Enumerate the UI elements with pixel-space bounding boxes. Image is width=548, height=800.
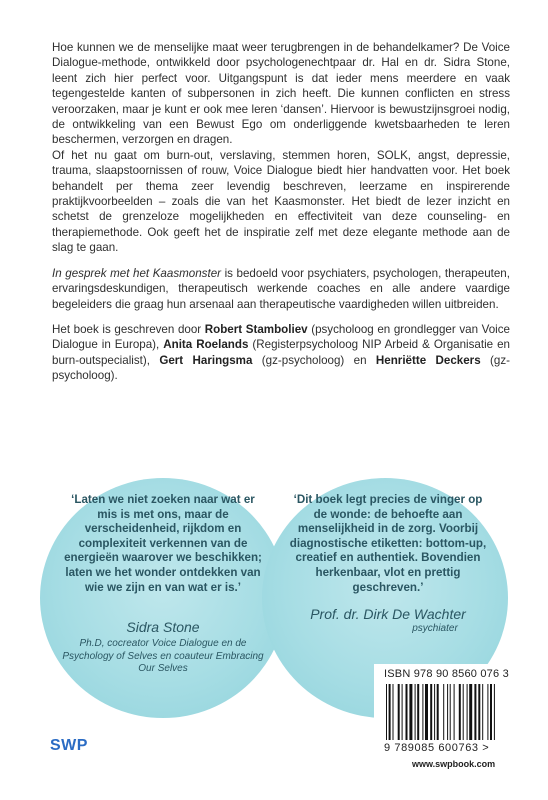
authors-paragraph <box>52 322 510 384</box>
author-desc: (gz-psycholoog). <box>52 353 510 383</box>
author-desc: (psycholoog en grondlegger van Voice Dialogue in Europa), <box>52 322 510 352</box>
quote-left-role: Ph.D, cocreator Voice Dialogue en de Psychology of Selves en coauteur Embracing Our Selves <box>62 638 264 674</box>
back-cover-description <box>52 40 510 384</box>
author-name: Gert Haringsma <box>159 353 253 367</box>
quote-left-text: ‘Laten we niet zoeken naar wat er mis is met ons, maar de verscheidenheid, rijkdom en complexiteit verkennen van de energieën waarover we beschikken; laten we het wonder ontdekken van wie we zijn en van wat er is.’ <box>64 493 262 594</box>
description-paragraph-1: Hoe kunnen we de menselijke maat weer terugbrengen in de behandelkamer? De Voice Dialogue-methode, ontwikkeld door psychologenechtpaar dr. Hal en dr. Sidra Stone, leent zich hier perfect voor. Uitgangspunt is dat ieder mens meerdere en vaak tegengestelde kanten of subpersonen in zich heeft. Die kunnen conflicten en stress veroorzaken, maar je kunt er ook mee leren ‘dansen’. Hiervoor is bewustzijnsgroei nodig, de ontwikkeling van een Bewust Ego om onderliggende kwetsbaarheden te leren beschermen, verzorgen en dragen. <box>52 41 510 147</box>
publisher-logo: SWP <box>50 737 88 754</box>
isbn-number: ISBN 978 90 8560 076 3 <box>384 668 509 680</box>
author-name: Anita Roelands <box>163 338 249 352</box>
author-desc: (Registerpsycholoog NIP Arbeid & Organisatie en burn-outspecialist), <box>52 338 511 367</box>
book-title-italic: In gesprek met het Kaasmonster <box>52 266 221 280</box>
barcode-image <box>384 684 530 740</box>
author-desc: (gz-psycholoog) en <box>252 353 376 367</box>
authors-intro: Het boek is geschreven door <box>52 322 205 336</box>
paragraph-3-text: is bedoeld voor psychiaters, psychologen, therapeuten, ervaringsdeskundigen, therapeutisch werkende coaches en alle andere vaardige begeleiders die graag hun arsenaal aan therapeutische vaardigheden willen uitbreiden. <box>52 266 510 311</box>
description-paragraph-3 <box>52 266 510 312</box>
publisher-website: www.swpbook.com <box>412 759 496 769</box>
quote-right-text: ‘Dit boek legt precies de vinger op de wonde: de behoefte aan menselijkheid in de zorg. Voorbij diagnostische etiketten: bottom-up, creatief en authentiek. Bovendien herkenbaar, vlot en prettig geschreven.’ <box>289 493 487 594</box>
barcode-digits: 9 789085 600763 > <box>384 742 490 754</box>
author-name: Henriëtte Deckers <box>375 353 481 367</box>
author-name: Robert Stamboliev <box>204 322 308 336</box>
quote-left-author: Sidra Stone <box>126 619 200 635</box>
quote-right-role: psychiater <box>412 623 458 634</box>
description-paragraph-2: Of het nu gaat om burn-out, verslaving, stemmen horen, SOLK, angst, depressie, trauma, slaapstoornissen of rouw, Voice Dialogue biedt hier handvatten voor. Het boek behandelt per thema zeer levendig beschreven, leerzame en inspirerende praktijkvoorbeelden – zoals die van het Kaasmonster. Het biedt de lezer inzicht en schetst de grenzeloze mogelijkheden en effectiviteit van deze counseling- en therapiemethode. Ook geeft het de inspiratie zelf met deze elegante methode aan de slag te gaan. <box>52 148 510 255</box>
quote-right-author: Prof. dr. Dirk De Wachter <box>310 606 466 622</box>
